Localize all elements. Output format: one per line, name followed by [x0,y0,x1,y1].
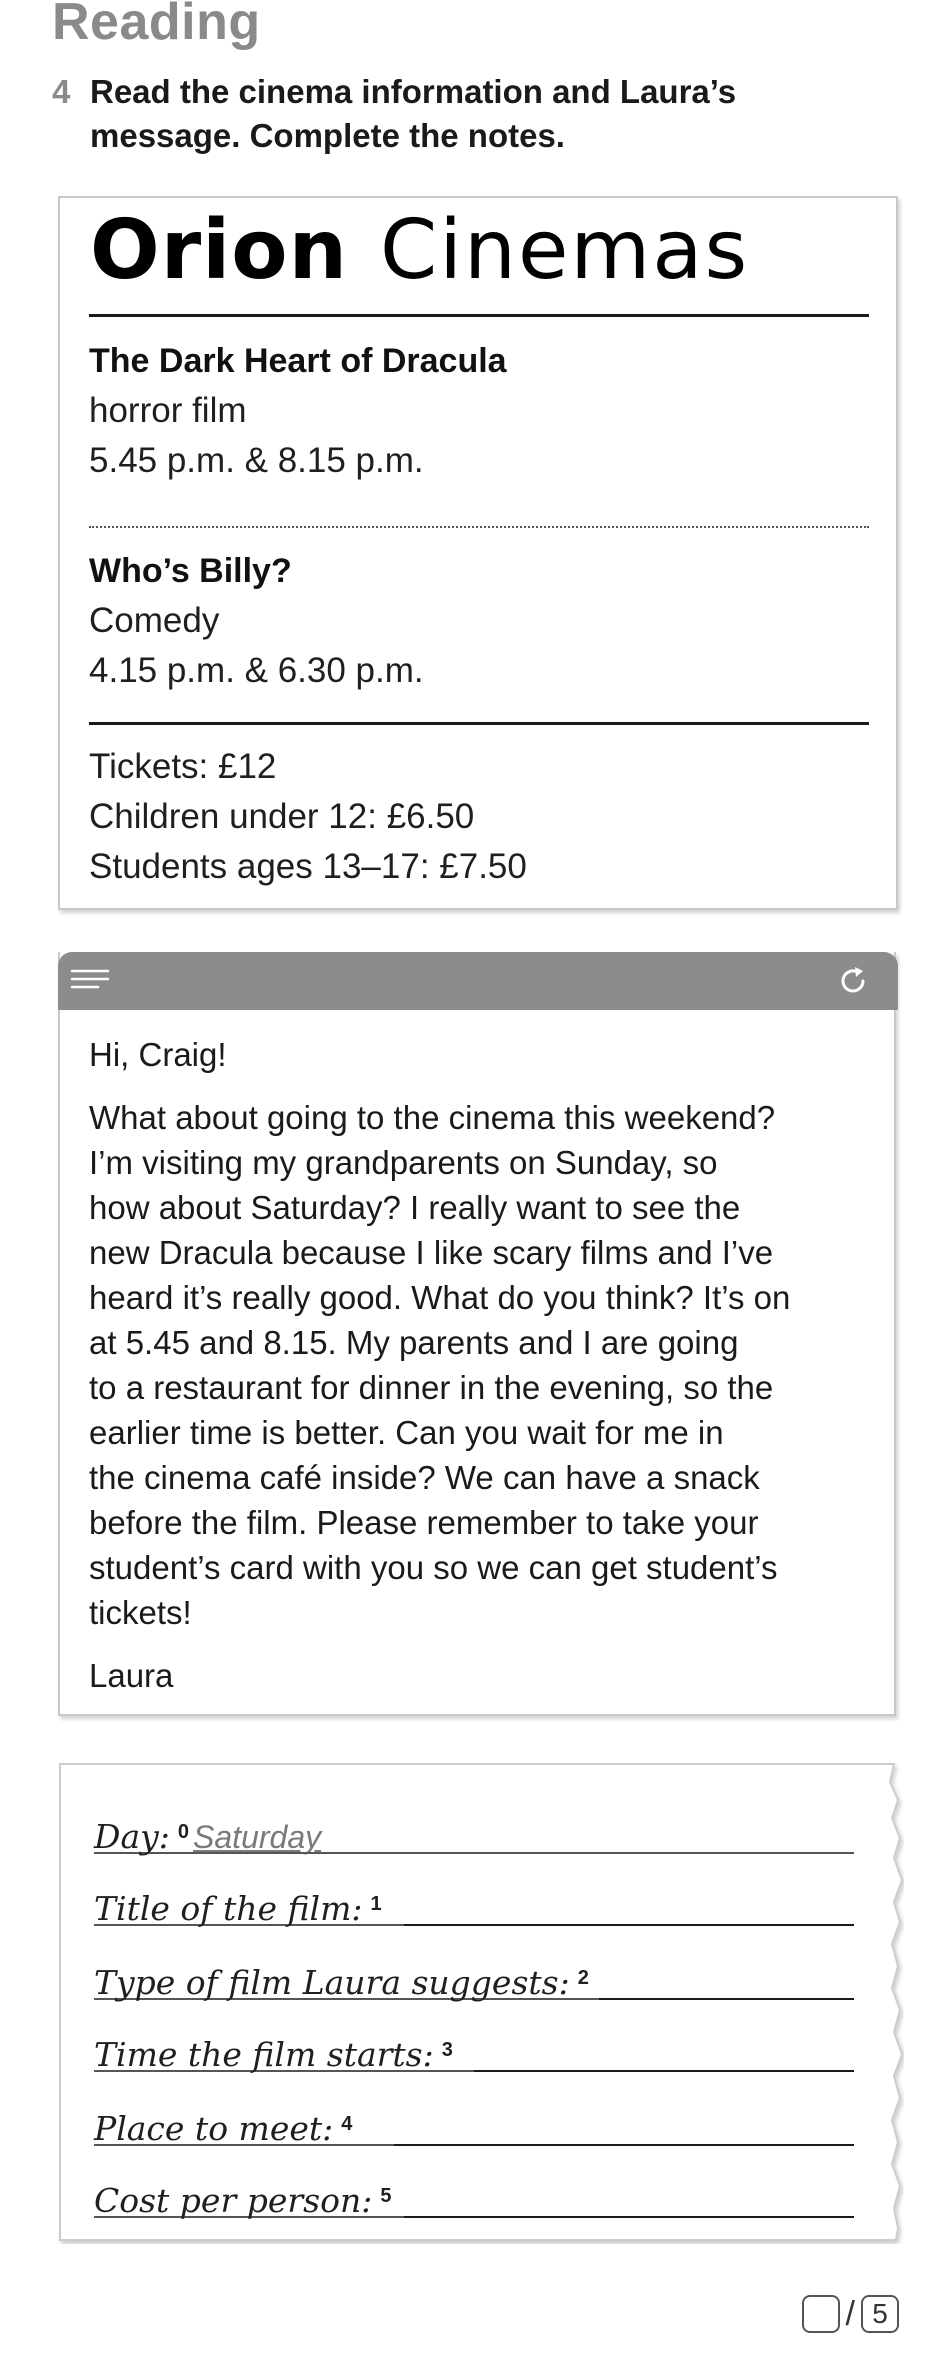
film-times: 4.15 p.m. & 6.30 p.m. [89,651,424,690]
score-slash: / [845,2294,855,2333]
message-line: What about going to the cinema this weekend? [89,1099,776,1136]
note-row-time [94,2024,854,2072]
notes-card [58,1762,904,2244]
dotted-divider [89,526,869,528]
note-row-cost [94,2170,854,2218]
price-students: Students ages 13–17: £7.50 [89,847,527,886]
note-underline [94,1852,854,1854]
message-line: heard it’s really good. What do you think? It’s on [89,1279,791,1316]
film-title: The Dark Heart of Dracula [89,342,507,380]
note-row-title [94,1878,854,1926]
note-number: 4 [341,2113,353,2135]
note-number: 1 [370,1893,382,1915]
film-title: Who’s Billy? [89,552,292,590]
film-times: 5.45 p.m. & 8.15 p.m. [89,441,424,480]
task-text: Read the cinema information and Laura’s message. Complete the notes. [90,73,737,154]
note-number: 3 [441,2039,453,2061]
divider [89,314,869,317]
note-label: Time the film starts: [94,2035,434,2074]
message-line: before the film. Please remember to take your [89,1504,759,1541]
logo-word-orion: Orion [90,203,348,298]
film-genre: horror film [89,391,247,430]
note-label: Cost per person: [94,2181,373,2220]
note-row-place [94,2098,854,2146]
message-line: how about Saturday? I really want to see the [89,1189,741,1226]
menu-icon[interactable] [70,966,110,996]
film-listing [89,548,869,696]
answer-blank-4[interactable] [394,2144,854,2146]
message-text [89,1095,879,1635]
cinema-info-card [58,196,898,910]
film-listing [89,338,869,486]
message-line: the cinema café inside? We can have a snack [89,1459,760,1496]
note-label: Title of the film: [94,1889,363,1928]
note-number: 5 [380,2185,392,2207]
score [802,2292,899,2336]
logo-word-cinemas: Cinemas [379,203,750,298]
note-example-answer: Saturday [193,1819,322,1855]
message-header-bar [58,952,898,1010]
task-instruction [52,70,832,158]
message-line: earlier time is better. Can you wait for me in [89,1414,724,1451]
refresh-icon[interactable] [836,964,870,998]
message-line: to a restaurant for dinner in the evening, so the [89,1369,774,1406]
note-number: 0 [177,1821,190,1843]
note-number: 2 [577,1967,589,1989]
price-children: Children under 12: £6.50 [89,797,475,836]
price-adult: Tickets: £12 [89,747,277,786]
note-label: Type of film Laura suggests: [94,1963,570,2002]
note-row-day [94,1806,854,1854]
message-line: tickets! [89,1594,192,1631]
answer-blank-3[interactable] [474,2070,854,2072]
note-label: Day: [94,1817,170,1856]
score-total: 5 [861,2295,899,2333]
ticket-prices [89,742,869,892]
message-line: new Dracula because I like scary films and I’ve [89,1234,774,1271]
answer-blank-1[interactable] [404,1924,854,1926]
film-genre: Comedy [89,601,220,640]
divider [89,722,869,725]
message-line: student’s card with you so we can get student’s [89,1549,778,1586]
note-row-type [94,1952,854,2000]
message-greeting: Hi, Craig! [89,1036,227,1073]
message-body [89,1032,879,1716]
answer-blank-5[interactable] [404,2216,854,2218]
score-input-box[interactable] [802,2295,840,2333]
task-number: 4 [52,73,71,110]
message-line: at 5.45 and 8.15. My parents and I are going [89,1324,739,1361]
message-signature: Laura [89,1657,174,1694]
answer-blank-2[interactable] [599,1998,854,2000]
message-line: I’m visiting my grandparents on Sunday, so [89,1144,718,1181]
section-heading: Reading [52,0,261,51]
cinema-logo [90,203,870,298]
message-card [58,952,896,1716]
note-label: Place to meet: [94,2109,334,2148]
